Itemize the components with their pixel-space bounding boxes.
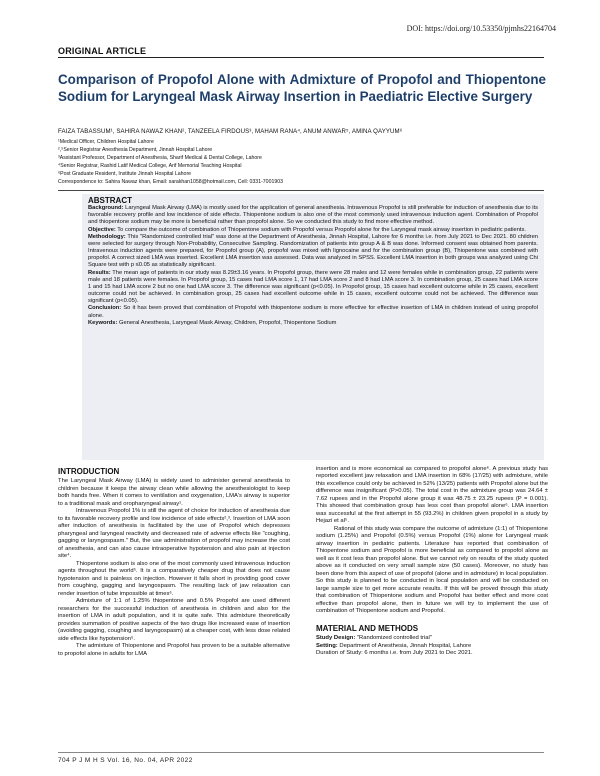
header-divider <box>58 190 544 191</box>
abstract-background <box>88 205 538 226</box>
affiliation-line: ¹Medical Officer, Children Hospital Lahore <box>58 139 154 145</box>
intro-paragraph: The Laryngeal Mask Airway (LMA) is widely used to administer general anesthesia to children because it keeps the airway clean while allowing the anesthesiologist to keep both hands free. When it comes to ventilation and oxygenation, LMA's airway is superior to a traditional mask and oropharyngeal airway¹. <box>58 478 290 507</box>
design-text: "Randomized controlled trial" <box>355 635 432 642</box>
study-design <box>316 635 548 642</box>
section-label: ORIGINAL ARTICLE <box>58 46 147 56</box>
setting-label: Setting: <box>316 642 338 649</box>
abstract-heading: ABSTRACT <box>88 196 132 205</box>
intro-continued-paragraph: insertion and is more economical as compared to propofol alone⁶. A previous study has reported excellent jaw relaxation and LMA insertion in 68% (17/25) with admixture, while this excellence could only be achieved in 52% (13/25) patients with Propofol alone but the difference was insignificant (P>0.05). The total cost in the admixture group was 24.64 ± 7.62 rupees and in the Propofol alone group it was 48.75 ± 23.25 rupees (P = 0.001). This showed that combination group has less cost than propofol alone⁶. LMA insertion was successful at the first attempt in 55 (93.2%) in children given propofol in a study by Hejazi et al⁵. <box>316 466 548 525</box>
abstract-objective <box>88 227 538 234</box>
study-setting <box>316 643 548 650</box>
design-label: Study Design: <box>316 635 356 642</box>
affiliations <box>58 139 548 186</box>
intro-paragraph: Admixture of 1:1 of 1.25% thiopentone and 0.5% Propofol are used different researchers for the successful induction of anesthesia in children and also for the insertion of LMA in adult population, and it is quite safe. This admixture theoretically provides summation of positive aspects of the two drugs like increased ease of insertion (avoiding gagging, coughing and laryngospasm) at a cheaper cost, with less dose related side effects like hypotension⁵. <box>58 598 290 642</box>
abstract-methodology <box>88 234 538 270</box>
intro-paragraph: The admixture of Thiopentone and Propofol has proven to be a suitable alternative to propofol alone in adults for LMA <box>58 643 290 657</box>
abstract-keywords <box>88 320 538 327</box>
results-label: Results: <box>88 269 111 276</box>
affiliation-line: ⁶Post Graduate Resident, Institute Jinnah Hospital Lahore <box>58 170 192 177</box>
affiliation-line: ⁴Senior Registrar, Rashid Latif Medical College, Arif Memorial Teaching Hospital <box>58 162 242 169</box>
results-text: The mean age of patients in our study was 8.29±3.16 years. In Propofol group, there were 28 males and 12 were females while in combination group, 22 patients were male and 18 patients were females. In Propofol group, 15 cases had LMA score 1, 17 had LMA score 2 and 8 had LMA score 3. In combination group, 25 cases had LMA score 1 and 15 had LMA score 2 but no one had LMA score 3. The difference was significant (p<0.05). In Propofol group, 15 cases had excellent outcome while in 25 cases, excellent outcome could not be achieved. In combination group, 25 cases had excellent outcome while in 15 cases, excellent outcome could not be achieved. The difference was significant (p<0.05). <box>88 269 538 305</box>
intro-continued-paragraph: Rational of this study was compare the outcome of admixture (1:1) of Thiopentone sodium (1.25%) and Propofol (0.5%) versus Propofol (1%) alone for Laryngeal mask airway insertion in pediatric patients. Literature has reported that combination of Thiopentone sodium and Propofol is more beneficial as compared to propofol alone as well as it cost less than propofol alone. But we cannot rely on results of the study quoted above as it conducted on very small sample size (50 cases). Moreover, no study has been done from this aspect of use of propofol (alone and in admixture) in local population. So this study is planned to be conducted in local population and will be conducted on large sample size to get more accurate results. If this will be proved through this study that combination of Thiopentone sodium and Propofol has better effect and more cost effective than propofol alone, then in future we will try to implement the use of combination of Thiopentone sodium and Propofol. <box>316 525 548 615</box>
objective-text: To compare the outcome of combination of Thiopentone sodium with Propofol versus Propofol alone for the Laryngeal mask airway insertion in pediatric patients. <box>115 226 526 233</box>
affiliation-line: ³Assistant Professor, Department of Anesthesia, Sharif Medical & Dental College, Lahore <box>58 154 262 161</box>
intro-paragraph: Intravenous Propofol 1% is still the agent of choice for induction of anesthesia due to its favorable recovery profile and low incidence of side effects²,³. Insertion of LMA soon after induction of anesthesia is facilitated by the use of Propofol which depresses pharyngeal and laryngeal reactivity and decreased rate of adverse effects like "coughing, gagging or laryngospasm." But, the use administration of propofol may increase the cost of anesthesia, and can also cause intraoperative hypotension and also pain at injection site⁴. <box>58 508 290 560</box>
conclusion-text: So it has been proved that combination of Propofol with thiopentone sodium is more effective for effective insertion of LMA in children instead of using propofol alone. <box>88 305 538 319</box>
correspondence-line: Correspondence to: Sahira Nawaz khan, Email: sarakhan1058@hotmail.com, Cell: 0331-7001903 <box>58 178 283 185</box>
methodology-label: Methodology: <box>88 233 126 240</box>
abstract-results <box>88 270 538 306</box>
page-footer: 704 P J M H S Vol. 16, No. 04, APR 2022 <box>58 757 193 764</box>
abstract-conclusion <box>88 305 538 319</box>
affiliation-line: ²,⁵Senior Registrar Anesthesia Department, Jinnah Hospital Lahore <box>58 146 213 153</box>
keywords-label: Keywords: <box>88 319 118 326</box>
methods-heading: MATERIAL AND METHODS <box>316 623 419 633</box>
author-list: FAIZA TABASSUM¹, SAHIRA NAWAZ KHAN², TANZEELA FIRDOUS³, MAHAM RANA⁴, ANUM ANWAR⁵, AMINA QAYYUM⁶ <box>58 128 403 135</box>
right-column <box>316 466 548 658</box>
keywords-text: General Anesthesia, Laryngeal Mask Airway, Children, Propofol, Thiopentone Sodium <box>117 319 337 326</box>
methodology-text: This "Randomized controlled trial" was done at the Department of Anesthesia, Jinnah Hospital, Lahore for 6 months i.e. from July 2021 to Dec 2021. 80 children were selected for surgery through Non-Probability, Consecutive Sampling. Randomization of patients into group A & B was done. Informed consent was obtained from parents. Intravenous induction agents were prepared, for Propofol group (A), propofol was mixed with lignocaine and for the combination group (B), Thiopentone was combined with propofol. A correct sized LMA was inserted. Excellent LMA insertion was assessed. Data was analyzed in SPSS. Excellent LMA insertion in both groups was analyzed using Chi Square test with p ≤0.05 as statistically significant. <box>88 233 538 269</box>
introduction-heading: INTRODUCTION <box>58 467 120 476</box>
doi-link[interactable]: DOI: https://doi.org/10.53350/pjmhs22164704 <box>406 24 556 33</box>
background-label: Background: <box>88 205 124 212</box>
intro-paragraph: Thiopentone sodium is also one of the most commonly used intravenous induction agents throughout the world⁵. It is a comparatively cheaper drug that does not cause hypotension and is painless on injection. However it falls short in providing good cover from coughing, gagging and laryngospasm. The resulting lack of jaw relaxation can render insertion of tube impossible at times⁶. <box>58 560 290 597</box>
conclusion-label: Conclusion: <box>88 305 122 312</box>
top-divider <box>58 57 544 58</box>
objective-label: Objective: <box>88 226 116 233</box>
setting-text: Department of Anesthesia, Jinnah Hospital, Lahore <box>337 642 472 649</box>
left-column <box>58 466 290 658</box>
article-title: Comparison of Propofol Alone with Admixture of Propofol and Thiopentone Sodium for Laryngeal Mask Airway Insertion in Paediatric Elective Surgery <box>58 72 546 104</box>
footer-divider <box>58 752 544 753</box>
abstract-box <box>82 194 544 460</box>
study-duration: Duration of Study: 6 months i.e. from July 2021 to Dec 2021. <box>316 650 473 657</box>
background-text: Laryngeal Mask Airway (LMA) is mostly used for the application of general anesthesia. Intravenous Propofol is still preferable for induction of anesthesia due to its favorable recovery profile and low incidence of side effects. Thiopentone sodium is also one of the most commonly used intravenous induction agent. Combination of Propofol and thiopentone sodium may be more is beneficial rather than propofol alone. So we conducted this study to find more effective method. <box>88 205 538 226</box>
